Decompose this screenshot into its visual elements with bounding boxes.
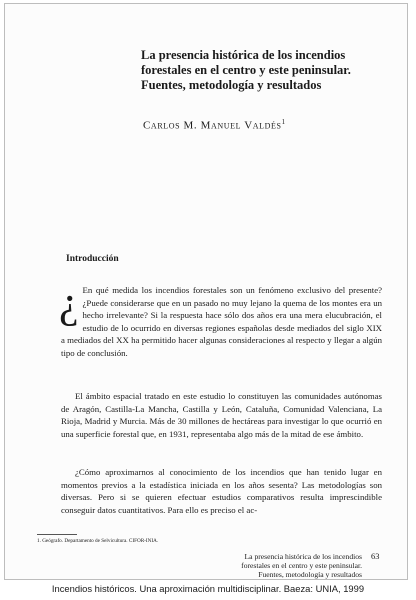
paragraph-1 [59, 278, 382, 360]
drop-cap: ¿ [59, 278, 79, 327]
title-line-1: La presencia histórica de los incendios [141, 48, 346, 62]
author-name [143, 118, 285, 132]
author-footnote-mark: 1 [281, 118, 286, 126]
paragraph-2: El ámbito espacial tratado en este estudio lo constituyen las comunidades autónomas de Aragón, Castilla-La Mancha, Castilla y León, Cataluña, Comunidad Valenciana, La Rioja, Madrid y Murcia. Más de 30 millones de hectáreas para investigar lo que ocurrió en una superficie forestal que, en 1931, representaba algo más de la mitad de ese ámbito. [61, 391, 382, 439]
section-heading: Introducción [66, 254, 119, 264]
footnote-divider [37, 534, 77, 535]
running-footer [217, 552, 362, 580]
article-title [141, 48, 381, 93]
document-page [4, 3, 408, 580]
page-number: 63 [371, 552, 380, 561]
paragraph-3: ¿Cómo aproximarnos al conocimiento de los incendios que han tenido lugar en momentos previos a la estadística iniciada en los años sesenta? Las metodologías son diversas. Pero si se quieren efectuar estudios comparativos resulta imprescindible conseguir datos cuantitativos. Para ello es preciso el ac- [61, 467, 382, 515]
image-caption: Incendios históricos. Una aproximación multidisciplinar. Baeza: UNIA, 1999 [51, 583, 365, 594]
title-line-3: Fuentes, metodología y resultados [141, 78, 322, 92]
paragraph-1-text: En qué medida los incendios forestales son un fenómeno exclusivo del presente? ¿Puede considerarse que en un pasado no muy lejano la quema de los montes era un hecho irrelevante? Si la respuesta hace sólo dos años era una mera elucubración, el estudio de lo ocurrido en diversas regiones españolas desde mediados del siglo XIX a mediados del XX ha permitido hacer algunas consideraciones al respecto y llegar a algún tipo de conclusión. [61, 285, 382, 358]
author-text: Carlos M. Manuel Valdés [143, 119, 282, 132]
footnote: 1. Geógrafo. Departamento de Selvicultura. CIFOR-INIA. [37, 538, 159, 544]
title-line-2: forestales en el centro y este peninsular. [141, 63, 351, 77]
running-footer-line-1: La presencia histórica de los incendios [244, 552, 362, 561]
running-footer-line-2: forestales en el centro y este peninsular. [241, 561, 362, 571]
running-footer-line-3: Fuentes, metodología y resultados [258, 570, 362, 580]
